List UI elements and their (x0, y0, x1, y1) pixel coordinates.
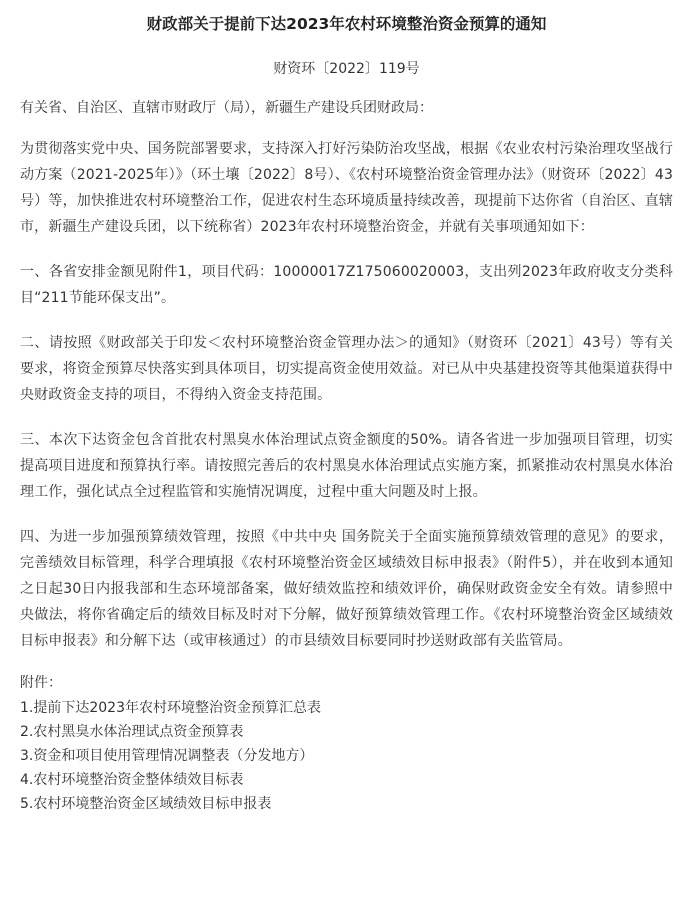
attachment-item: 1.提前下达2023年农村环境整治资金预算汇总表 (20, 700, 321, 716)
document-title: 财政部关于提前下达2023年农村环境整治资金预算的通知 (146, 15, 547, 33)
addressee-line: 有关省、自治区、直辖市财政厅（局），新疆生产建设兵团财政局： (20, 100, 433, 116)
attachment-item: 2.农村黑臭水体治理试点资金预算表 (20, 724, 244, 740)
attachment-item: 3.资金和项目使用管理情况调整表（分发地方） (20, 748, 314, 764)
attachments-heading: 附件： (20, 675, 62, 691)
attachment-item: 5.农村环境整治资金区域绩效目标申报表 (20, 796, 272, 812)
attachments-list (20, 694, 673, 816)
paragraph-intro: 为贯彻落实党中央、国务院部署要求，支持深入打好污染防治攻坚战，根据《农业农村污染治理攻坚战行动方案（2021-2025年）》（环土壤〔2022〕8号）、《农村环境整治资金管理办法》（财资环〔2022〕43号）等，加快推进农村环境整治工作，促进农村生态环境质量持续改善，现提前下达你省（自治区、直辖市，新疆生产建设兵团，以下统称省）2023年农村环境整治资金，并就有关事项通知如下： (20, 141, 673, 235)
attachment-item: 4.农村环境整治资金整体绩效目标表 (20, 772, 244, 788)
document-number: 财资环〔2022〕119号 (273, 61, 420, 77)
paragraph-item-3: 三、本次下达资金包含首批农村黑臭水体治理试点资金额度的50%。请各省进一步加强项目管理，切实提高项目进度和预算执行率。请按照完善后的农村黑臭水体治理试点实施方案，抓紧推动农村黑臭水体治理工作，强化试点全过程监管和实施情况调度，过程中重大问题及时上报。 (20, 432, 673, 500)
paragraph-item-4: 四、为进一步加强预算绩效管理，按照《中共中央 国务院关于全面实施预算绩效管理的意见》的要求，完善绩效目标管理，科学合理填报《农村环境整治资金区域绩效目标申报表》（附件5），并在收到本通知之日起30日内报我部和生态环境部备案，做好绩效监控和绩效评价，确保财政资金安全有效。请参照中央做法，将你省确定后的绩效目标及时对下分解，做好预算绩效管理工作。《农村环境整治资金区域绩效目标申报表》和分解下达（或审核通过）的市县绩效目标要同时抄送财政部有关监管局。 (20, 529, 673, 649)
paragraph-item-2: 二、请按照《财政部关于印发＜农村环境整治资金管理办法＞的通知》（财资环〔2021〕43号）等有关要求，将资金预算尽快落实到具体项目，切实提高资金使用效益。对已从中央基建投资等其他渠道获得中央财政资金支持的项目，不得纳入资金支持范围。 (20, 335, 673, 403)
paragraph-item-1: 一、各省安排金额见附件1，项目代码：10000017Z175060020003，支出列2023年政府收支分类科目“211节能环保支出”。 (20, 264, 673, 306)
